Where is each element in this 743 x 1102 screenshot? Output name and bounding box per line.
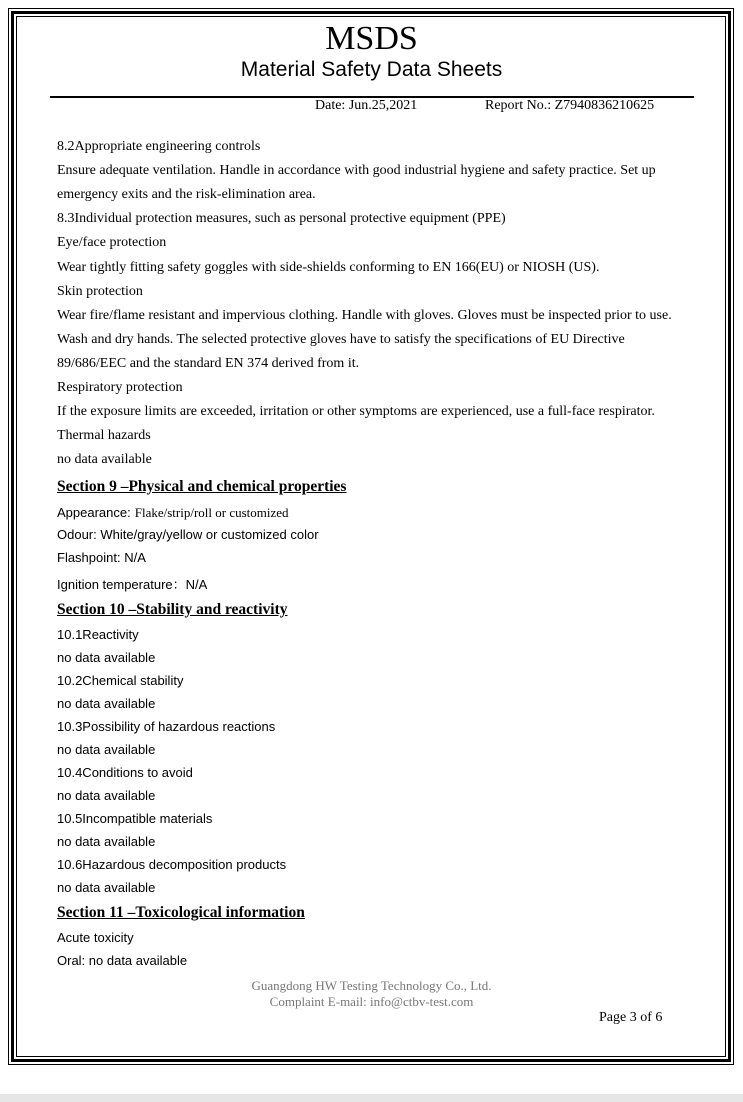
text-line: Wear fire/flame resistant and impervious clothing. Handle with gloves. Gloves must be inspected prior to use. xyxy=(57,307,672,323)
text-line: Thermal hazards xyxy=(57,428,151,444)
text-line: Respiratory protection xyxy=(57,380,183,395)
text-line: If the exposure limits are exceeded, irritation or other symptoms are experienced, use a full-face respirator. xyxy=(57,404,655,420)
doc-subtitle: Material Safety Data Sheets xyxy=(240,58,503,81)
text-line: 10.4Conditions to avoid xyxy=(57,765,193,780)
appearance-label: Appearance: xyxy=(57,505,131,520)
text-line: no data available xyxy=(57,834,156,849)
text-line: Skin protection xyxy=(57,283,143,299)
appearance-value: Flake/strip/roll or customized xyxy=(134,505,289,520)
footer-email: Complaint E-mail: info@ctbv-test.com xyxy=(269,994,474,1009)
text-line: Eye/face protection xyxy=(57,235,167,251)
text-line: Odour: White/gray/yellow or customized color xyxy=(57,527,319,542)
footer-company: Guangdong HW Testing Technology Co., Ltd. xyxy=(251,978,492,993)
text-line: Ensure adequate ventilation. Handle in accordance with good industrial hygiene and safety practice. Set up xyxy=(57,163,656,179)
text-line: no data available xyxy=(57,452,152,468)
appearance-line xyxy=(57,504,289,522)
section-10-heading: Section 10 –Stability and reactivity xyxy=(57,601,288,618)
report-date: Date: Jun.25,2021 xyxy=(315,98,418,113)
text-line: 10.3Possibility of hazardous reactions xyxy=(57,719,276,734)
text-line: 10.6Hazardous decomposition products xyxy=(57,857,287,872)
text-line: Wash and dry hands. The selected protective gloves have to satisfy the specifications of EU Directive xyxy=(57,331,625,347)
section-9-heading: Section 9 –Physical and chemical properties xyxy=(57,478,347,495)
text-line: no data available xyxy=(57,696,156,711)
text-line: 10.5Incompatible materials xyxy=(57,811,213,826)
report-number: Report No.: Z7940836210625 xyxy=(485,98,655,113)
text-line: no data available xyxy=(57,742,156,757)
text-line: no data available xyxy=(57,880,156,895)
section-11-heading: Section 11 –Toxicological information xyxy=(57,904,305,921)
text-line: 10.1Reactivity xyxy=(57,627,139,642)
text-line: 8.3Individual protection measures, such as personal protective equipment (PPE) xyxy=(57,211,506,227)
text-line: Wear tightly fitting safety goggles with side-shields conforming to EN 166(EU) or NIOSH (US). xyxy=(57,259,600,275)
text-line: no data available xyxy=(57,788,156,803)
text-line: Acute toxicity xyxy=(57,930,134,945)
text-line: 10.2Chemical stability xyxy=(57,673,184,688)
page-number: Page 3 of 6 xyxy=(599,1010,663,1025)
text-line: emergency exits and the risk-elimination area. xyxy=(57,187,316,203)
text-line: Oral: no data available xyxy=(57,953,188,968)
text-line: Flashpoint: N/A xyxy=(57,550,146,566)
viewer-bottom-bar xyxy=(0,1094,743,1102)
text-line: no data available xyxy=(57,650,156,665)
text-line: Ignition temperature：N/A xyxy=(57,576,208,592)
text-line: 8.2Appropriate engineering controls xyxy=(57,139,261,154)
text-line: 89/686/EEC and the standard EN 374 derived from it. xyxy=(57,355,360,371)
doc-title: MSDS xyxy=(325,20,418,57)
